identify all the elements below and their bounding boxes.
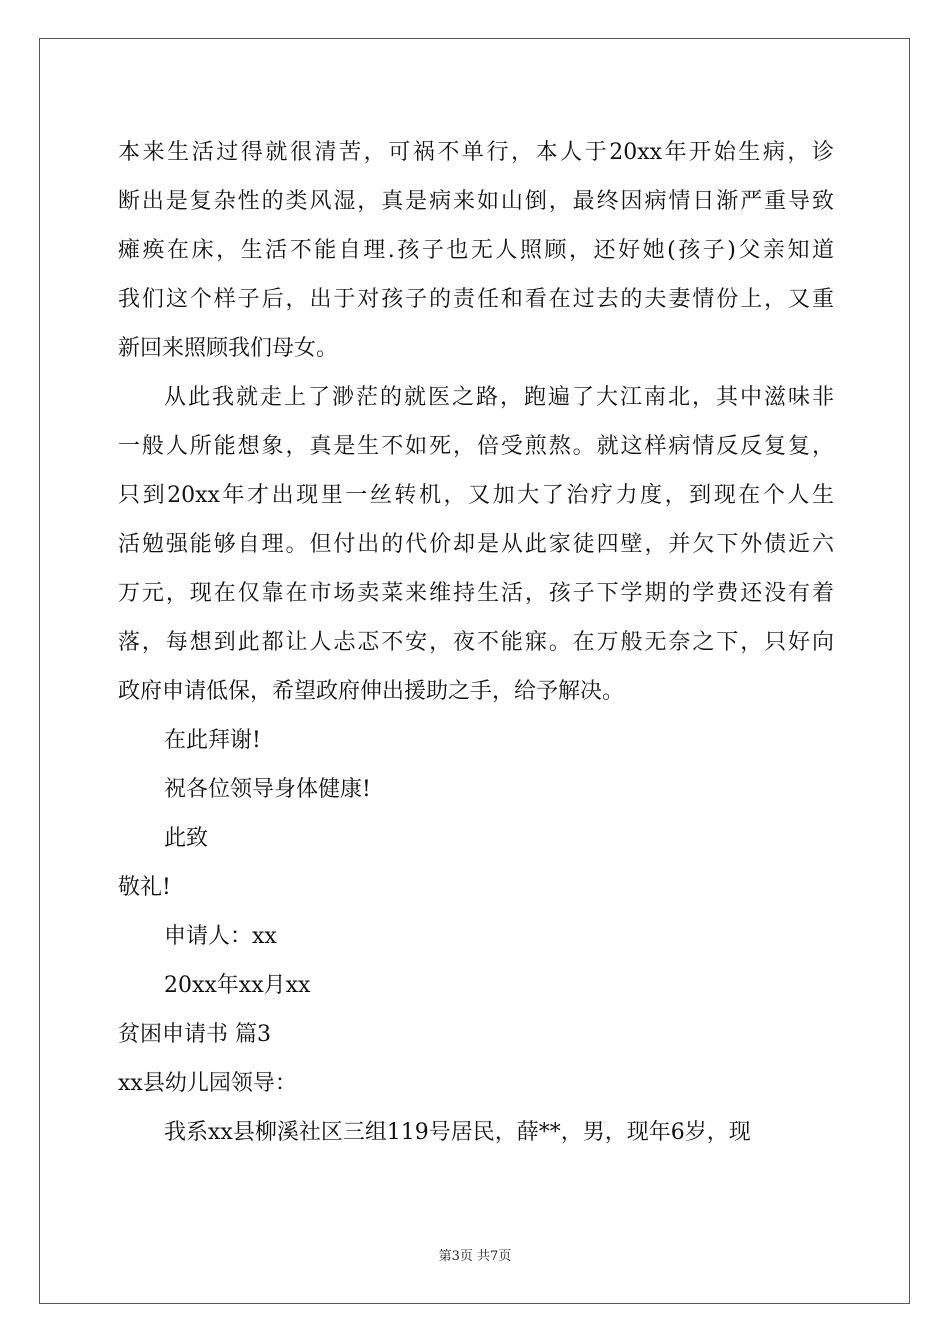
paragraph-10-line-0: 我系xx县柳溪社区三组119号居民，薛**，男，现年6岁，现 [164, 1120, 751, 1145]
paragraph-0-line-0: 本来生活过得就很清苦，可祸不单行，本人于20xx年开始生病，诊 [118, 140, 834, 165]
paragraph-0-line-4: 新回来照顾我们母女。 [118, 336, 339, 361]
paragraph-1-line-5: 落，每想到此都让人忐忑不安，夜不能寐。在万般无奈之下，只好向 [118, 630, 834, 655]
paragraph-0-line-1: 断出是复杂性的类风湿，真是病来如山倒，最终因病情日渐严重导致 [118, 189, 834, 214]
page-footer: 第3页 共7页 [438, 1249, 512, 1264]
paragraph-1-line-0: 从此我就走上了渺茫的就医之路，跑遍了大江南北，其中滋味非 [164, 385, 834, 410]
paragraph-1-line-2: 只到20xx年才出现里一丝转机，又加大了治疗力度，到现在个人生 [118, 483, 834, 508]
paragraph-8-line-0: 贫困申请书 篇3 [118, 1022, 271, 1047]
paragraph-1-line-3: 活勉强能够自理。但付出的代价却是从此家徒四壁，并欠下外债近六 [118, 532, 834, 557]
paragraph-0-line-3: 我们这个样子后，出于对孩子的责任和看在过去的夫妻情份上，又重 [118, 287, 834, 312]
paragraph-0-line-2: 瘫痪在床，生活不能自理.孩子也无人照顾，还好她(孩子)父亲知道 [118, 238, 834, 263]
paragraph-5-line-0: 敬礼! [118, 875, 171, 900]
paragraph-7-line-0: 20xx年xx月xx [164, 973, 311, 998]
paragraph-1-line-6: 政府申请低保，希望政府伸出援助之手，给予解决。 [118, 679, 625, 704]
paragraph-1-line-4: 万元，现在仅靠在市场卖菜来维持生活，孩子下学期的学费还没有着 [118, 581, 834, 606]
paragraph-3-line-0: 祝各位领导身体健康! [164, 777, 371, 802]
document-body [118, 128, 834, 1157]
paragraph-6-line-0: 申请人：xx [164, 924, 277, 949]
paragraph-1-line-1: 一般人所能想象，真是生不如死，倍受煎熬。就这样病情反反复复， [118, 434, 834, 459]
paragraph-9-line-0: xx县幼儿园领导： [118, 1071, 297, 1096]
paragraph-4-line-0: 此致 [164, 826, 209, 851]
paragraph-2-line-0: 在此拜谢! [164, 728, 261, 753]
